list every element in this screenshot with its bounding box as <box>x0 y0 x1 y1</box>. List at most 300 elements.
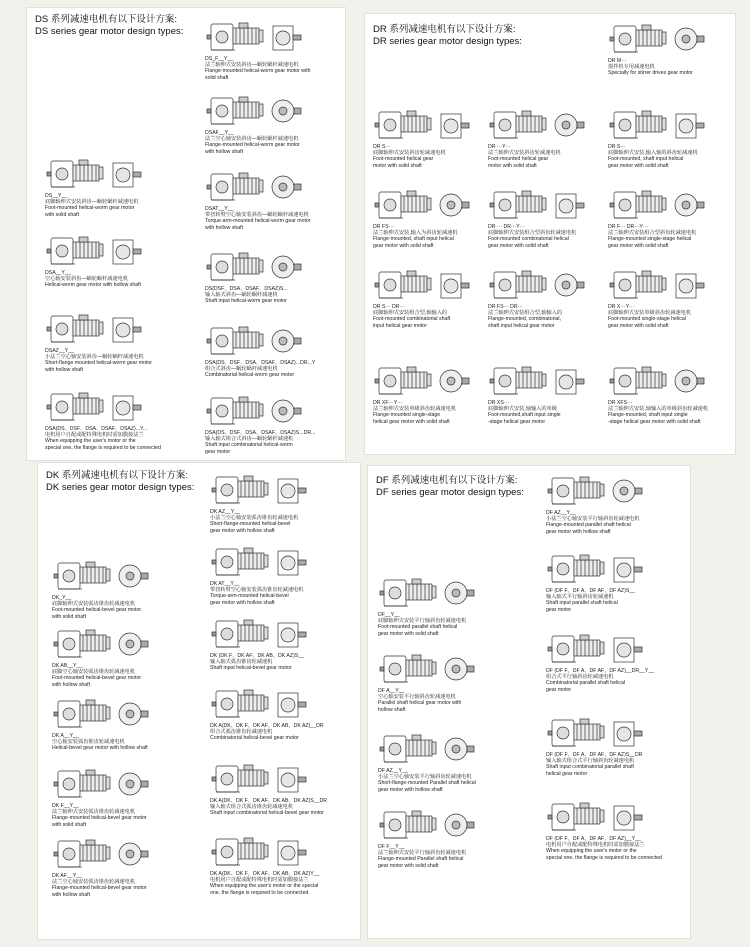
gear-motor-icon <box>378 804 478 844</box>
side-view-drawing <box>119 773 148 795</box>
caption-line-l1: DR S··· <box>373 144 391 150</box>
caption-line-l4: gear motor with solid shaft <box>488 242 549 249</box>
caption-line-l1: DF F__Y__ <box>378 844 405 850</box>
caption-line-l2: 组合式斜齿—蜗轮蜗杆减速电机 <box>205 366 278 373</box>
caption-line-l3: Short-flange-mounted helical-bevel <box>210 521 291 528</box>
caption-line-l2: 输入轴式组合式弧齿锥齿轮减速电机 <box>210 804 294 811</box>
gear-motor-icon <box>608 18 708 58</box>
gear-motor-icon <box>205 16 305 56</box>
caption-line-l3: Torque-arm-mounted helical-worm gear motor <box>205 218 311 225</box>
caption-line-l2: 搅拌机专用减速电机 <box>608 64 655 71</box>
caption-line-l1: DK A(DK、DK F、DK AF、DK AB、DK AZ)__DR <box>210 723 324 729</box>
caption-line-l2: 法兰轴伸式安装单级斜齿轮减速电机 <box>373 406 457 413</box>
caption-line-l4: special one, the flange is required to be connected <box>546 854 662 861</box>
caption-line-l4: with solid shaft <box>52 613 87 620</box>
caption-line-l4 <box>205 379 345 385</box>
gear-motor-figure <box>608 264 735 304</box>
gear-motor-icon <box>210 541 310 581</box>
caption-line-l4: with hollow shaft <box>205 224 244 231</box>
caption-line-l4: gear motor <box>205 448 231 455</box>
dk-design-type-item <box>210 683 360 748</box>
side-view-drawing <box>272 400 301 422</box>
gear-motor-icon <box>373 104 473 144</box>
dk-design-type-item <box>52 763 202 828</box>
dr-title-cn: DR 系列减速电机有以下设计方案: <box>373 24 516 35</box>
gear-motor-figure <box>52 763 202 803</box>
side-view-drawing <box>676 114 704 138</box>
caption-line-l1: DK AB__Y__ <box>52 663 83 669</box>
gear-motor-drawing <box>610 111 666 138</box>
design-type-caption <box>52 803 202 828</box>
gear-motor-drawing <box>54 840 110 867</box>
design-type-caption <box>378 612 528 637</box>
gear-motor-figure <box>210 758 360 798</box>
gear-motor-drawing <box>54 630 110 657</box>
caption-line-l3: Foot-mounted, shaft input helical <box>608 156 684 163</box>
caption-line-l2: 法兰空心轴安装斜齿—蜗轮蜗杆减速电机 <box>205 136 299 143</box>
side-view-drawing <box>278 693 306 717</box>
df-title-en: DF series gear motor design types: <box>376 487 524 498</box>
gear-motor-drawing <box>375 191 431 218</box>
side-view-drawing <box>676 274 704 298</box>
dk-design-type-item <box>210 613 360 678</box>
caption-line-l2: 带扭转臂空心轴安装弧齿锥齿轮减速电机 <box>210 587 304 594</box>
ds-design-type-item <box>205 16 345 81</box>
gear-motor-figure <box>378 648 528 688</box>
df-design-type-item <box>378 804 528 869</box>
caption-line-l4: with solid shaft <box>45 211 80 218</box>
caption-line-l4: with hollow shaft <box>205 148 244 155</box>
caption-line-l1: DF__Y__ <box>378 612 400 618</box>
side-view-drawing <box>614 806 642 830</box>
gear-motor-icon <box>205 166 305 206</box>
gear-motor-icon <box>378 728 478 768</box>
caption-line-l3: Foot-mounted helical-bevel gear motor <box>52 675 142 682</box>
gear-motor-drawing <box>610 25 666 52</box>
gear-motor-figure <box>378 728 528 768</box>
side-view-drawing <box>119 565 148 587</box>
design-type-caption <box>205 130 345 155</box>
caption-line-l3: Torque-arm-mounted helical-bevel <box>210 593 289 600</box>
gear-motor-icon <box>488 184 588 224</box>
gear-motor-drawing <box>548 719 604 746</box>
caption-line-l2: 空心轴安装平行轴斜齿轮减速电机 <box>378 694 456 701</box>
ds-design-type-item <box>205 390 345 455</box>
side-view-drawing <box>445 738 474 760</box>
gear-motor-figure <box>52 555 202 595</box>
caption-line-l2: 电机用户自配或配特殊电机时需加膜接法兰 <box>210 877 309 884</box>
gear-motor-drawing <box>212 838 268 865</box>
design-type-caption <box>210 871 360 896</box>
design-type-caption <box>546 510 690 535</box>
caption-line-l1: DK A(DK、DK F、DK AF、DK AB、DK AZ)Y__ <box>210 871 320 877</box>
caption-line-l2: 带扭转臂空心轴安装斜齿—蜗轮蜗杆减速电机 <box>205 212 309 219</box>
gear-motor-figure <box>45 386 195 426</box>
gear-motor-drawing <box>47 160 103 187</box>
caption-line-l4: with hollow shaft <box>52 891 91 898</box>
gear-motor-icon <box>546 796 646 836</box>
dr-design-type-item <box>608 360 735 425</box>
gear-motor-icon <box>205 246 305 286</box>
caption-line-l1: DF A__Y__ <box>378 688 405 694</box>
side-view-drawing <box>278 551 306 575</box>
gear-motor-icon <box>205 390 305 430</box>
dr-panel <box>365 14 735 454</box>
caption-line-l3: When equipping the user's motor or the <box>546 848 637 855</box>
gear-motor-drawing <box>207 23 263 50</box>
gear-motor-drawing <box>47 393 103 420</box>
gear-motor-drawing <box>212 548 268 575</box>
design-type-caption <box>210 798 360 823</box>
caption-line-l3: Specially for stirrer drives gear motor <box>608 70 693 77</box>
side-view-drawing <box>445 814 474 836</box>
gear-motor-icon <box>608 184 708 224</box>
caption-line-l1: DF (DF F、DF A、DF AF、DF AZ)__DR__Y__ <box>546 668 655 674</box>
gear-motor-drawing <box>380 811 436 838</box>
gear-motor-drawing <box>490 191 546 218</box>
side-view-drawing <box>113 396 141 420</box>
side-view-drawing <box>613 480 642 502</box>
dk-title-cn: DK 系列减速电机有以下设计方案: <box>46 470 188 481</box>
gear-motor-icon <box>608 360 708 400</box>
gear-motor-icon <box>52 833 152 873</box>
caption-line-l1: DR S··· <box>608 144 626 150</box>
ds-design-type-item <box>205 246 345 311</box>
caption-line-l3: Helical-worm gear motor with hollow shaft <box>45 282 142 289</box>
gear-motor-figure <box>546 470 690 510</box>
gear-motor-drawing <box>380 655 436 682</box>
caption-line-l1: DK AF__Y__ <box>52 873 82 879</box>
gear-motor-icon <box>373 360 473 400</box>
caption-line-l2: 底脚轴伸式安装,轴输入的单级 <box>488 406 557 413</box>
gear-motor-icon <box>488 264 588 304</box>
caption-line-l3: Short-flange mounted helical-worm gear motor <box>45 360 152 367</box>
caption-line-l2: 法兰轴伸式安装,轴输入的单级斜齿轮减速机 <box>608 406 709 413</box>
gear-motor-icon <box>205 320 305 360</box>
gear-motor-drawing <box>212 690 268 717</box>
gear-motor-icon <box>45 153 145 193</box>
caption-line-l4: with hollow shaft <box>45 366 84 373</box>
df-design-type-item <box>378 572 528 637</box>
gear-motor-figure <box>210 831 360 871</box>
design-type-caption <box>205 430 345 455</box>
caption-line-l3: Shaft input helical-worm gear motor <box>205 298 287 305</box>
gear-motor-drawing <box>47 315 103 342</box>
caption-line-l2: 底脚空心轴安装弧齿锥齿轮减速电机 <box>52 669 136 676</box>
gear-motor-figure <box>378 804 528 844</box>
gear-motor-drawing <box>490 271 546 298</box>
caption-line-l3: Flange-mounted Parallel shaft helical <box>378 856 464 863</box>
caption-line-l1: DR FS··· DR··· <box>488 304 523 310</box>
gear-motor-icon <box>373 264 473 304</box>
ds-title-en: DS series gear motor design types: <box>35 26 184 37</box>
df-design-type-item <box>546 712 690 777</box>
caption-line-l2: 空心轴安装弧齿锥齿轮减速电机 <box>52 739 125 746</box>
caption-line-l3: Short-flange-mounted Parallel shaft helical <box>378 780 476 787</box>
caption-line-l1: DSAF__Y__ <box>205 130 234 136</box>
gear-motor-icon <box>546 470 646 510</box>
caption-line-l3: Foot-mounted combinatorial shaft <box>373 316 451 323</box>
ds-design-type-item <box>45 153 195 218</box>
gear-motor-icon <box>210 683 310 723</box>
design-type-caption <box>378 768 528 793</box>
design-type-caption <box>45 193 195 218</box>
design-type-caption <box>52 663 202 688</box>
caption-line-l2: 法兰轴伸式安装组合型斜齿轮减速电机 <box>608 230 697 237</box>
dk-design-type-item <box>52 623 202 688</box>
df-title-cn: DF 系列减速电机有以下设计方案: <box>376 475 518 486</box>
caption-line-l4: gear motor with hollow shaft <box>378 786 443 793</box>
side-view-drawing <box>556 194 584 218</box>
caption-line-l3: Flange-mounted helical-worm gear motor with <box>205 68 311 75</box>
side-view-drawing <box>113 163 141 187</box>
caption-line-l4: -stage helical gear motor <box>488 418 546 425</box>
side-view-drawing <box>445 658 474 680</box>
caption-line-l3: Parallel shaft helical gear motor with <box>378 700 462 707</box>
gear-motor-drawing <box>207 327 263 354</box>
gear-motor-figure <box>205 166 345 206</box>
caption-line-l2: 小法兰空心轴安装平行轴斜齿轮减速电机 <box>546 516 640 523</box>
caption-line-l4: gear motor with solid shaft <box>608 242 669 249</box>
gear-motor-icon <box>205 90 305 130</box>
gear-motor-drawing <box>548 555 604 582</box>
caption-line-l3: Foot-mounted parallel shaft helical <box>378 624 458 631</box>
caption-line-l1: DK AZ__Y__ <box>210 509 240 515</box>
caption-line-l3: Flange-mounted single-stage helical <box>608 236 692 243</box>
caption-line-l3: Shaft input parallel shaft helical <box>546 600 618 607</box>
caption-line-l1: DK F__Y__ <box>52 803 79 809</box>
caption-line-l4: with solid shaft <box>52 821 87 828</box>
caption-line-l3: Shaft input helical-bevel gear motor <box>210 665 292 672</box>
gear-motor-drawing <box>207 397 263 424</box>
design-type-caption <box>546 668 690 693</box>
design-type-caption <box>608 400 735 425</box>
caption-line-l3: Flange-mounted parallel shaft helical <box>546 522 631 529</box>
gear-motor-icon <box>45 308 145 348</box>
dk-panel <box>38 463 360 939</box>
gear-motor-figure <box>378 572 528 612</box>
side-view-drawing <box>614 638 642 662</box>
caption-line-l1: DF (DF F、DF A、DF AF、DF AZ)__Y__ <box>546 836 641 842</box>
caption-line-l1: DK_Y__ <box>52 595 72 601</box>
caption-line-l1: DR XFS··· <box>608 400 633 406</box>
gear-motor-figure <box>546 712 690 752</box>
caption-line-l4: gear motor <box>546 606 572 613</box>
gear-motor-figure <box>45 153 195 193</box>
caption-line-l3: Combinatorial helical-bevel gear motor <box>210 735 299 742</box>
side-view-drawing <box>278 623 306 647</box>
caption-line-l4: gear motor with solid shaft <box>378 862 439 869</box>
side-view-drawing <box>272 330 301 352</box>
gear-motor-figure <box>205 16 345 56</box>
design-type-caption <box>546 752 690 777</box>
caption-line-l3: Foot-mounted combinatorial helical <box>488 236 569 243</box>
dk-design-type-item <box>210 469 360 534</box>
caption-line-l3: Shaft input combinatorial parallel shaft <box>546 764 634 771</box>
gear-motor-icon <box>52 763 152 803</box>
side-view-drawing <box>555 274 584 296</box>
df-design-type-item <box>378 728 528 793</box>
caption-line-l4: gear motor with hollow shaft <box>210 599 275 606</box>
caption-line-l1: DR ···Y··· <box>488 144 511 150</box>
gear-motor-figure <box>45 230 195 270</box>
caption-line-l4: input helical gear motor <box>373 322 427 329</box>
caption-line-l4: gear motor with solid shaft <box>373 242 434 249</box>
side-view-drawing <box>278 768 306 792</box>
gear-motor-icon <box>488 360 588 400</box>
caption-line-l1: DS__Y__ <box>45 193 68 199</box>
caption-line-l1: DR FS··· <box>373 224 394 230</box>
caption-line-l3: Flange-mounted, shaft input helical <box>373 236 454 243</box>
design-type-caption <box>608 224 735 249</box>
caption-line-l1: DR M··· <box>608 58 627 64</box>
gear-motor-drawing <box>212 620 268 647</box>
design-type-caption <box>45 348 195 373</box>
caption-line-l2: 底脚轴伸式安装斜齿轮减速电机 <box>373 150 446 157</box>
df-design-type-item <box>378 648 528 713</box>
caption-line-l3: Flange-mounted helical-worm gear motor <box>205 142 300 149</box>
dr-design-type-item <box>608 264 735 329</box>
caption-line-l4: shaft input helical gear motor <box>488 322 555 329</box>
caption-line-l3: Foot-mounted helical gear <box>488 156 549 163</box>
gear-motor-figure <box>52 833 202 873</box>
caption-line-l1: DSAZ__Y__ <box>45 348 74 354</box>
caption-line-l4 <box>210 742 360 748</box>
gear-motor-figure <box>546 628 690 668</box>
gear-motor-icon <box>546 712 646 752</box>
caption-line-l3: Combinatorial helical-worm gear motor <box>205 372 295 379</box>
caption-line-l4: helical gear motor with solid shaft <box>373 418 450 425</box>
dk-design-type-item <box>52 555 202 620</box>
side-view-drawing <box>119 703 148 725</box>
caption-line-l4 <box>210 817 360 823</box>
ds-design-type-item <box>205 90 345 155</box>
gear-motor-figure <box>210 541 360 581</box>
gear-motor-icon <box>45 386 145 426</box>
side-view-drawing <box>440 370 469 392</box>
caption-line-l3: Foot-mounted,shaft input single <box>488 412 561 419</box>
design-type-caption <box>45 270 195 295</box>
side-view-drawing <box>675 370 704 392</box>
caption-line-l2: 电机用户自配或配特殊电机时需加膜接法兰 <box>45 432 144 439</box>
gear-motor-drawing <box>548 477 604 504</box>
caption-line-l2: 底脚轴伸式安装弧齿锥齿轮减速电机 <box>52 601 136 608</box>
caption-line-l4: gear motor with hollow shaft <box>546 528 611 535</box>
caption-line-l2: 输入轴式平行轴斜齿轮减速机 <box>546 594 614 601</box>
caption-line-l1: DS(DSF、DSA、DSAF、DSAZ)S... <box>205 286 288 292</box>
design-type-caption <box>378 844 528 869</box>
caption-line-l1: DS_F__Y__ <box>205 56 234 62</box>
side-view-drawing <box>556 370 584 394</box>
side-view-drawing <box>272 256 301 278</box>
design-type-caption <box>378 688 528 713</box>
df-design-type-item <box>546 628 690 693</box>
caption-line-l1: DF (DF F、DF A、DF AF、DF AZ)S__ <box>546 588 636 594</box>
gear-motor-drawing <box>207 173 263 200</box>
caption-line-l3: When equipping the user's motor or the <box>45 438 136 445</box>
caption-line-l1: DR XF···Y··· <box>373 400 403 406</box>
caption-line-l2: 底脚轴伸式安装组合型斜齿轮减速电机 <box>488 230 577 237</box>
gear-motor-drawing <box>54 562 110 589</box>
gear-motor-figure <box>205 390 345 430</box>
gear-motor-icon <box>210 469 310 509</box>
dr-design-type-item <box>608 184 735 249</box>
caption-line-l2: 法兰轴伸式安装斜齿轮减速电机 <box>488 150 561 157</box>
ds-panel <box>27 8 345 460</box>
dk-design-type-item <box>210 831 360 896</box>
gear-motor-icon <box>373 184 473 224</box>
gear-motor-drawing <box>490 367 546 394</box>
ds-design-type-item <box>45 230 195 295</box>
gear-motor-icon <box>45 230 145 270</box>
side-view-drawing <box>119 633 148 655</box>
gear-motor-drawing <box>54 700 110 727</box>
gear-motor-drawing <box>375 367 431 394</box>
caption-line-l1: DSA(DS、DSF、DSA、DSAF、DSAZ)...Y... <box>45 426 148 432</box>
dk-design-type-item <box>210 541 360 606</box>
dr-title-en: DR series gear motor design types: <box>373 36 522 47</box>
dk-design-type-item <box>52 833 202 898</box>
gear-motor-drawing <box>490 111 546 138</box>
gear-motor-figure <box>205 246 345 286</box>
side-view-drawing <box>614 722 642 746</box>
gear-motor-drawing <box>610 271 666 298</box>
side-view-drawing <box>440 194 469 216</box>
caption-line-l4: with hollow shaft <box>52 681 91 688</box>
caption-line-l3: Foot-mounted helical-worm gear motor <box>45 205 135 212</box>
caption-line-l3: Flange-mounted single-stage <box>373 412 441 419</box>
caption-line-l4 <box>52 752 202 758</box>
ds-design-type-item <box>205 166 345 231</box>
caption-line-l1: DR S··· DR··· <box>373 304 405 310</box>
side-view-drawing <box>273 26 301 50</box>
gear-motor-icon <box>210 758 310 798</box>
gear-motor-figure <box>546 548 690 588</box>
caption-line-l4 <box>608 77 735 83</box>
df-design-type-item <box>546 796 690 861</box>
caption-line-l2: 小法兰空心轴安装平行轴斜齿轮减速电机 <box>378 774 472 781</box>
gear-motor-drawing <box>54 770 110 797</box>
gear-motor-figure <box>210 683 360 723</box>
gear-motor-drawing <box>212 765 268 792</box>
design-type-caption <box>546 836 690 861</box>
gear-motor-drawing <box>47 237 103 264</box>
design-type-caption <box>205 286 345 311</box>
gear-motor-icon <box>608 264 708 304</box>
gear-motor-icon <box>488 104 588 144</box>
gear-motor-figure <box>205 90 345 130</box>
caption-line-l3: Combinatorial parallel shaft helical <box>546 680 626 687</box>
caption-line-l4 <box>205 305 345 311</box>
caption-line-l2: 法兰轴伸式安装斜齿—蜗轮蜗杆减速电机 <box>205 62 299 69</box>
side-view-drawing <box>555 114 584 136</box>
gear-motor-drawing <box>380 579 436 606</box>
gear-motor-figure <box>210 613 360 653</box>
gear-motor-drawing <box>207 97 263 124</box>
ds-design-type-item <box>205 320 345 385</box>
caption-line-l2: 输入轴式组合式斜齿—蜗轮蜗杆减速机 <box>205 436 294 443</box>
caption-line-l2: 小法兰空心轴安装弧齿锥齿轮减速电机 <box>210 515 299 522</box>
gear-motor-figure <box>608 104 735 144</box>
design-type-caption <box>608 58 735 83</box>
caption-line-l1: DF (DF F、DF A、DF AF、DF AZ)S__DR <box>546 752 643 758</box>
gear-motor-figure <box>52 693 202 733</box>
gear-motor-figure <box>546 796 690 836</box>
caption-line-l3: Flange-mounted helical-bevel gear motor <box>52 815 147 822</box>
gear-motor-drawing <box>375 111 431 138</box>
caption-line-l1: DR XS··· <box>488 400 510 406</box>
caption-line-l2: 输入轴式斜齿—蜗轮蜗杆减速机 <box>205 292 278 299</box>
